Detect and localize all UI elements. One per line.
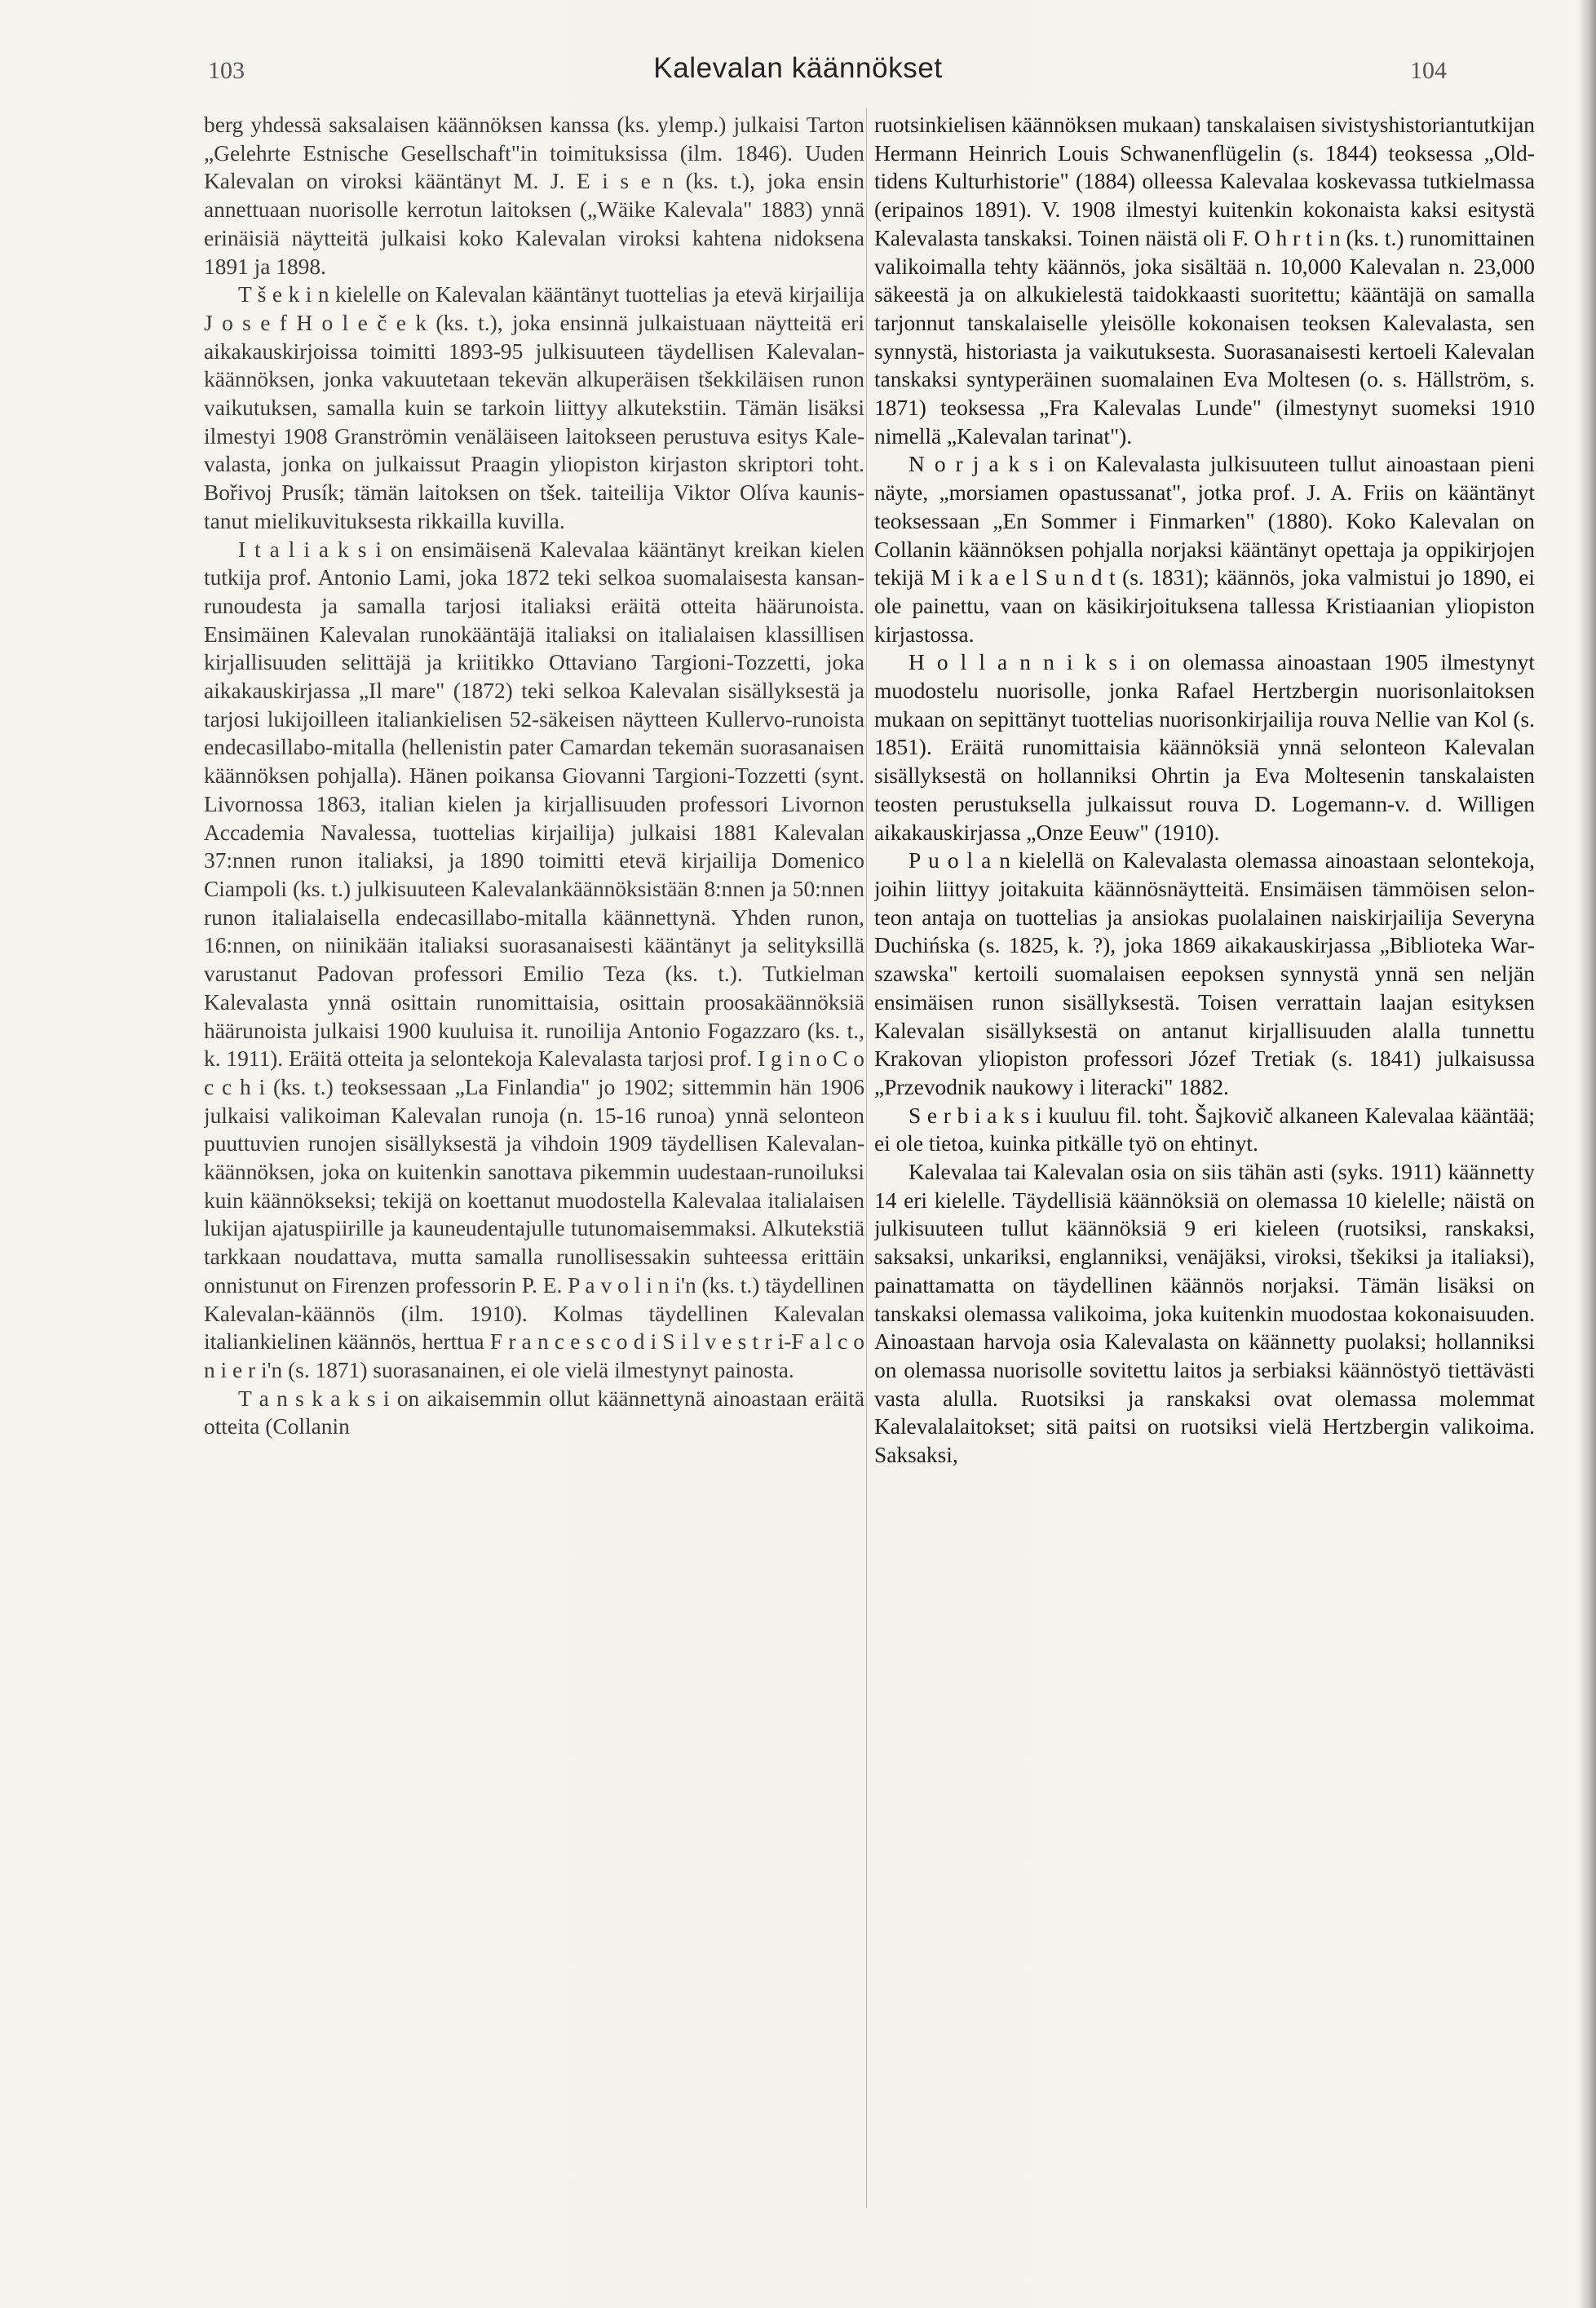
page-header [86, 52, 1510, 101]
paragraph-summary: Kalevalaa tai Kalevalan osia on siis tähän asti (syks. 1911) käännetty 14 eri kielelle. Täydellisiä käännöksiä on olemassa 10 kielelle; näistä on julkisuuteen tullut käännöksiä 9 eri kieleen (ruotsiksi, ranskaksi, saksaksi, unkariksi, englanniksi, venäjäksi, viroksi, tšekiksi ja italiaksi), painattamatta on täydellinen käännös norjaksi. Tämän lisäksi on tanskaksi olemassa valikoima, joka kuitenkin muodostaa kokonaisuuden. Ainoastaan harvoja osia Kalevalasta on käännetty puolaksi; hollanniksi on olemassa nuorisolle sovitettu laitos ja serbiaksi käännöstyö tiettävästi vasta alulla. Ruotsiksi ja ranskaksi ovat olemassa molemmat Kalevalalaitokset; sitä paitsi on ruotsiksi vielä Hertzbergin valikoima. Saksaksi, [874, 1160, 1535, 1468]
paragraph-italian: I t a l i a k s i on ensimäisenä Kalevalaa kääntänyt kreikan kielen tutkija prof. Antonio Lami, joka 1872 teki selkoa suomalaisesta kansanrunoudesta ja samalla tarjosi italiaksi eräitä otteita häärunoista. Ensimäinen Kalevalan runokääntäjä italiaksi on italialaisen klassillisen kirjallisuuden selittäjä ja kriitikko Ottaviano Targioni-Tozzetti, joka aikakauskirjassa „Il mare" (1872) teki selkoa Kalevalan sisällyksestä ja tarjosi lukijoilleen italiankielisen 52-säkeisen näytteen Kullervo-runoista endecasillabo-mitalla (hellenistin pater Camardan tekemän suorasanaisen käännöksen pohjalla). Hänen poikansa Giovanni Targioni-Tozzetti (synt. Livornossa 1863, italian kielen ja kirjallisuuden professori Livornon Accademia Navalessa, tuottelias kirjailija) julkaisi 1881 Kalevalan 37:nnen runon italiaksi, ja 1890 toimitti etevä kirjailija Domenico Ciampoli (ks. t.) julkisuuteen Kalevalankäännöksistään 8:nnen ja 50:nnen runon italialaisella endecasillabo-mitalla käännettynä. Yhden runon, 16:nnen, on niinikään italiaksi suorasanaisesti kääntänyt ja selityksillä varustanut Padovan professori Emilio Teza (ks. t.). Tutkielman Kalevalasta ynnä osittain runomittaisia, osittain proosakäännöksiä häärunoista julkaisi 1900 kuuluisa it. runoilija Antonio Fogazzaro (ks. t., k. 1911). Eräitä otteita ja selontekoja Kalevalasta tarjosi prof. I g i n o C o c c h i (ks. t.) teoksessaan „La Finlandia" jo 1902; sittemmin hän 1906 julkaisi valikoiman Kalevalan runoja (n. 15-16 runoa) ynnä selonteon puuttuvien runojen sisällyksestä ja vihdoin 1909 täydellisen Kalevalan-käännöksen, joka on kuitenkin sanottava pikemmin uudestaan-runoiluksi kuin käännökseksi; tekijä on koettanut muodostella Kalevalaa italialaisen lukijan ajatuspiirille ja kauneudentajulle tutunomaisemmaksi. Alkutekstiä tarkkaan noudattava, mutta samalla runollisessakin suhteessa erittäin onnistunut on Firenzen professorin P. E. P a v o l i n i'n (ks. t.) täydellinen Kalevalan-käännös (ilm. 1910). Kolmas täydellinen Kalevalan italiankielinen käännös, herttua F r a n c e s c o d i S i l v e s t r i-F a l c o n i e r i'n (s. 1871) suorasanainen, ei ole vielä ilmestynyt painosta. [204, 537, 864, 1382]
paragraph-serbian: S e r b i a k s i kuuluu fil. toht. Šajkovič alkaneen Kalevalaa kääntää; ei ole tietoa, kuinka pitkälle työ on ehtinyt. [874, 1103, 1535, 1156]
paragraph-danish: T a n s k a k s i on aikaisemmin ollut käännettynä ainoastaan eräitä otteita (Collanin [204, 1386, 864, 1439]
page-edge-shadow [1578, 0, 1596, 2308]
paragraph-polish: P u o l a n kielellä on Kalevalasta olemassa ainoastaan selontekoja, joihin liittyy joitakuita käännösnäytteitä. Ensimäisen tämmöisen selonteon antaja on tuottelias ja ansiokas puolalainen naiskirjailija Severyna Duchińska (s. 1825, k. ?), joka 1869 aikakauskirjassa „Biblioteka Warszawska" kertoili suomalaisen eepoksen synnystä ynnä sen neljän ensimäisen runon sisällyksestä. Toisen verrattain laajan esityksen Kalevalan sisällyksestä on antanut kirjallisuuden alalla tunnettu Krakovan yliopiston professori Józef Tretiak (s. 1841) julkaisussa „Przevodnik naukowy i literacki" 1882. [874, 848, 1535, 1099]
left-column [204, 111, 864, 2199]
right-column [874, 111, 1535, 2199]
paragraph-norwegian: N o r j a k s i on Kalevalasta julkisuuteen tullut ainoastaan pieni näyte, „morsiamen opastussanat", jotka prof. J. A. Friis on kääntänyt teoksessaan „En Sommer i Finmarken" (1880). Koko Kalevalan on Collanin käännöksen pohjalla norjaksi kääntänyt opettaja ja oppikirjojen tekijä M i k a e l S u n d t (s. 1831); käännös, joka valmistui jo 1890, ei ole painettu, vaan on käsikirjoituksena tallessa Kristiaanian yliopiston kirjastossa. [874, 452, 1535, 647]
paragraph: ruotsinkielisen käännöksen mukaan) tanskalaisen sivistyshistoriantutkijan Hermann Heinrich Louis Schwanenflügelin (s. 1844) teoksessa „Oldtidens Kulturhistorie" (1884) olleessa Kalevalaa koskevassa tutkielmassa (eripainos 1891). V. 1908 ilmestyi kuitenkin kokonaista kaksi esitystä Kalevalasta tanskaksi. Toinen näistä oli F. O h r t i n (ks. t.) runomittainen valikoimalla tehty käännös, joka sisältää n. 10,000 Kalevalan n. 23,000 säkeestä ja on alkukielestä taidokkaasti suoritettu; kääntäjä on samalla tarjonnut tanskalaiselle yleisölle kokonaisen teoksen Kalevalasta, sen synnystä, historiasta ja vaikutuksesta. Suorasanaisesti kertoeli Kalevalan tanskaksi syntyperäinen suomalainen Eva Moltesen (o. s. Hällström, s. 1871) teoksessa „Fra Kalevalas Lunde" (ilmestynyt suomeksi 1910 nimellä „Kalevalan tarinat"). [874, 113, 1535, 449]
paragraph-dutch: H o l l a n n i k s i on olemassa ainoastaan 1905 ilmestynyt muodostelu nuorisolle, jonka Rafael Hertzbergin nuorisonlaitoksen mukaan on sepittänyt tuottelias nuorisonkirjailija rouva Nellie van Kol (s. 1851). Eräitä runomittaisia käännöksiä ynnä selonteon Kalevalan sisällyksestä on hollanniksi Ohrtin ja Eva Moltesenin tanskalaisten teosten perustuksella julkaissut rouva D. Logemann-v. d. Willigen aikakauskirjassa „Onze Eeuw" (1910). [874, 650, 1535, 845]
paragraph-czech: T š e k i n kielelle on Kalevalan kääntänyt tuottelias ja etevä kirjailija J o s e f H o l e č e k (ks. t.), joka ensinnä julkaistuaan näytteitä eri aikakauskirjoissa toimitti 1893-95 julkisuuteen täydellisen Kalevalan-käännöksen, jonka vakuutetaan tekevän alkuperäisen tšekkiläisen runon vaikutuksen, samalla kuin se tarkoin liittyy alkutekstiin. Tämän lisäksi ilmestyi 1908 Granströmin venäläiseen laitokseen perustuva esitys Kalevalasta, jonka on julkaissut Praagin yliopiston kirjaston skriptori toht. Bořivoj Prusík; tämän laitoksen on tšek. taiteilija Viktor Olíva kaunistanut mielikuvituksesta rikkailla kuvilla. [204, 282, 864, 533]
paragraph: berg yhdessä saksalaisen käännöksen kanssa (ks. ylemp.) julkaisi Tarton „Gelehrte Estnische Gesellschaft"in toimituksissa (ilm. 1846). Uuden Kalevalan on viroksi kääntänyt M. J. E i s e n (ks. t.), joka ensin annettuaan nuorisolle kerrotun laitoksen („Wäike Kalevala" 1883) ynnä erinäisiä näytteitä julkaisi koko Kalevalan viroksi kahtena nidoksena 1891 ja 1898. [204, 113, 864, 279]
running-title: Kalevalan käännökset [653, 52, 943, 84]
page-number-right: 104 [1410, 57, 1447, 84]
column-divider [866, 108, 867, 2208]
page-number-left: 103 [208, 57, 245, 84]
